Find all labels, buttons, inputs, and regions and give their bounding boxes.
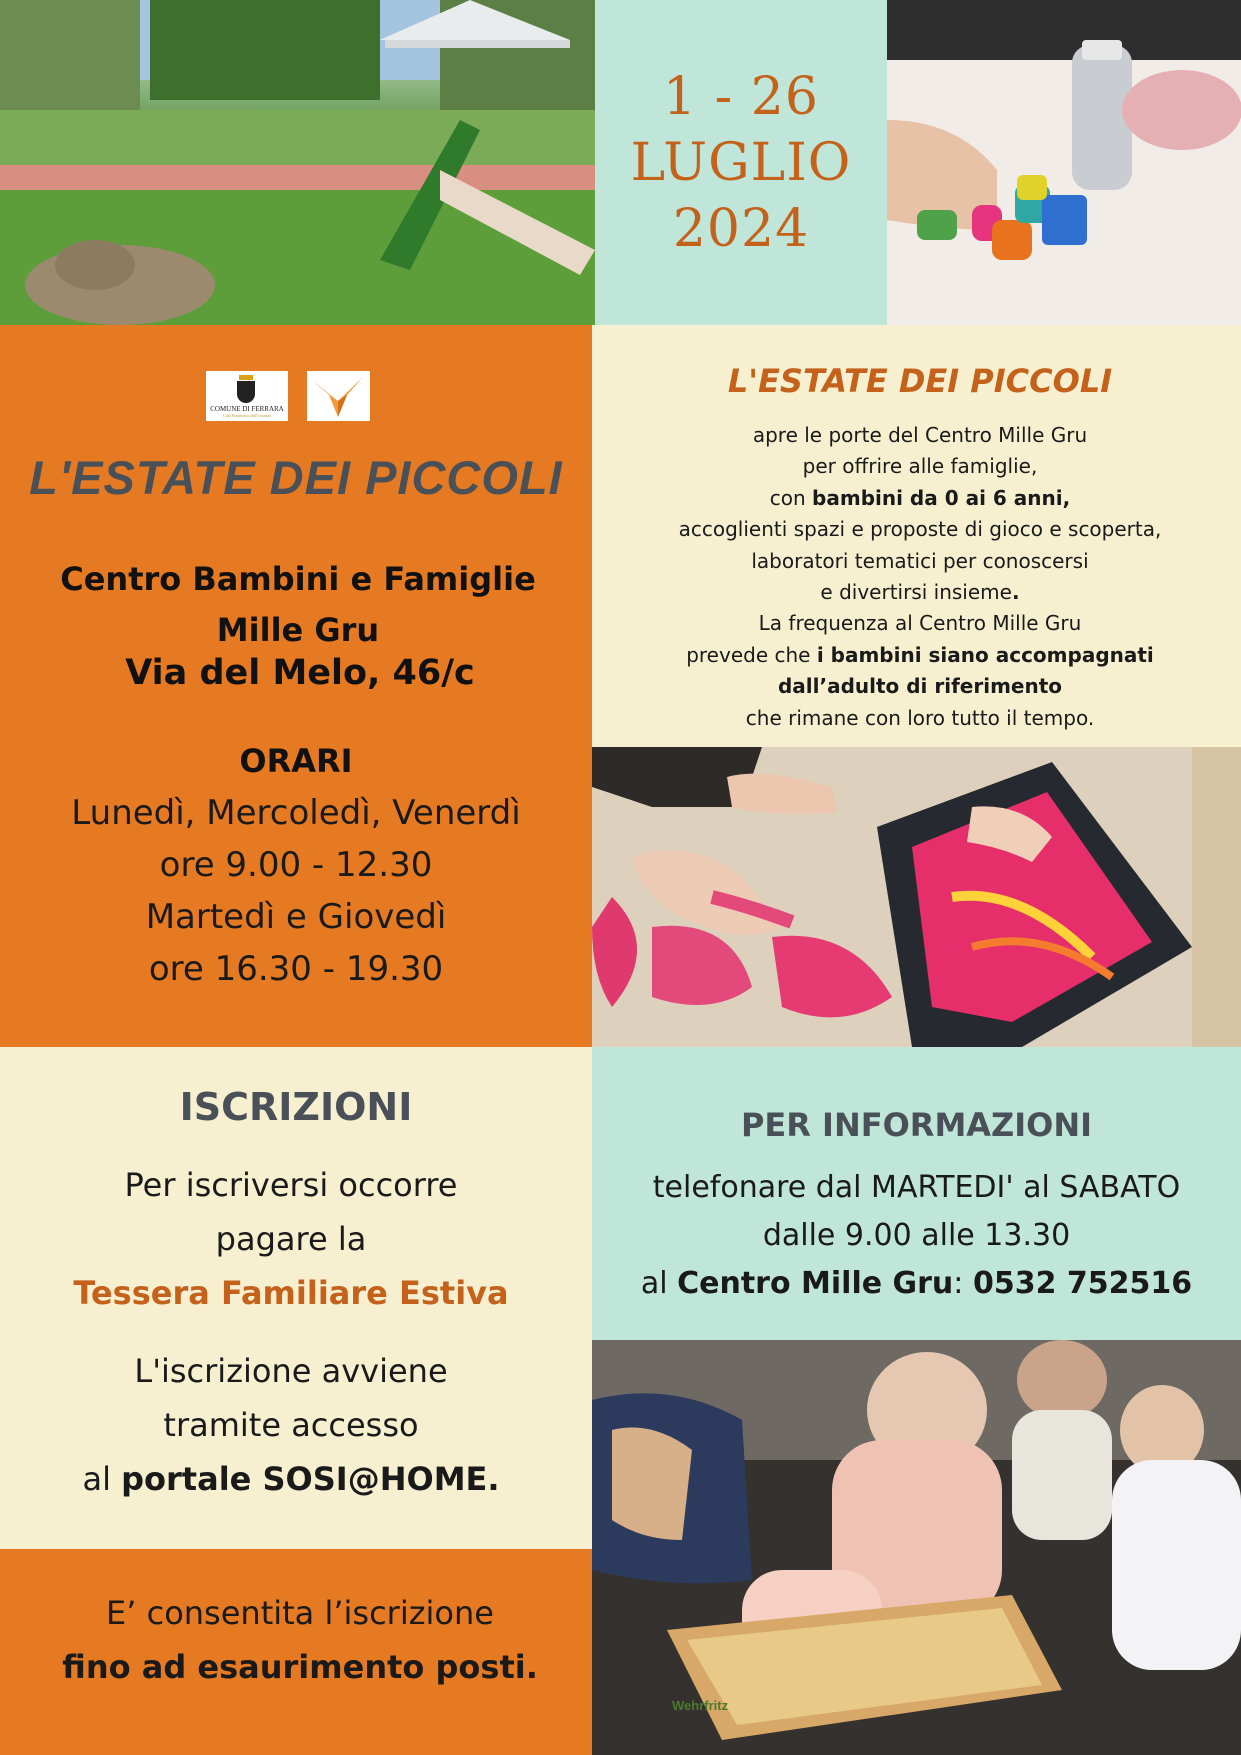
svg-text:Wehrfritz: Wehrfritz: [672, 1698, 729, 1713]
center-name: Centro Bambini e Famiglie Mille Gru: [60, 560, 536, 649]
mille-gru-crane-logo: [307, 371, 370, 421]
date-range: 1 - 26: [663, 66, 819, 127]
toys-photo: [887, 0, 1241, 325]
phone-number: 0532 752516: [972, 1266, 1193, 1301]
description-title: L'ESTATE DEI PICCOLI: [727, 362, 1113, 400]
opening-hours: Lunedì, Mercoledì, Venerdì ore 9.00 - 12.30 Martedì e Giovedì ore 16.30 - 19.30: [71, 793, 521, 989]
registration-heading: ISCRIZIONI: [179, 1085, 413, 1129]
date-year: 2024: [672, 198, 810, 259]
availability-text: E’ consentita l’iscrizione fino ad esaurimento posti.: [62, 1594, 538, 1686]
registration-text: Per iscriversi occorre pagare la Tessera Familiare Estiva: [0, 1158, 582, 1320]
main-title: L'ESTATE DEI PICCOLI: [29, 451, 563, 504]
comune-ferrara-logo: COMUNE DI FERRARA Città Patrimonio dell'Umanità: [206, 371, 288, 421]
contact-heading: PER INFORMAZIONI: [740, 1106, 1093, 1144]
babies-sand-tray-photo: [592, 1340, 1241, 1755]
registration-portal-text: L'iscrizione avviene tramite accesso al portale SOSI@HOME.: [82, 1352, 500, 1498]
painting-children-photo: [592, 747, 1241, 1047]
date-month: LUGLIO: [630, 132, 852, 193]
portal-name: portale SOSI@HOME.: [121, 1460, 500, 1498]
contact-text: telefonare dal MARTEDI' al SABATO dalle 9.00 alle 13.30 al Centro Mille Gru: 0532 752516: [640, 1170, 1193, 1301]
hours-heading: ORARI: [239, 742, 353, 780]
date-box: [595, 0, 887, 325]
center-address: Via del Melo, 46/c: [125, 653, 475, 693]
description-text: apre le porte del Centro Mille Gru per offrire alle famiglie, con bambini da 0 ai 6 anni, accoglienti spazi e proposte di gioco e scoperta, laboratori tematici per conoscersi e divertirsi insieme. La frequenza al Centro Mille Gru prevede che i bambini siano accompagnati dall’adulto di riferimento che rimane con loro tutto il tempo.: [678, 423, 1162, 730]
family-card-name: Tessera Familiare Estiva: [73, 1274, 509, 1312]
playground-photo: [0, 0, 595, 325]
